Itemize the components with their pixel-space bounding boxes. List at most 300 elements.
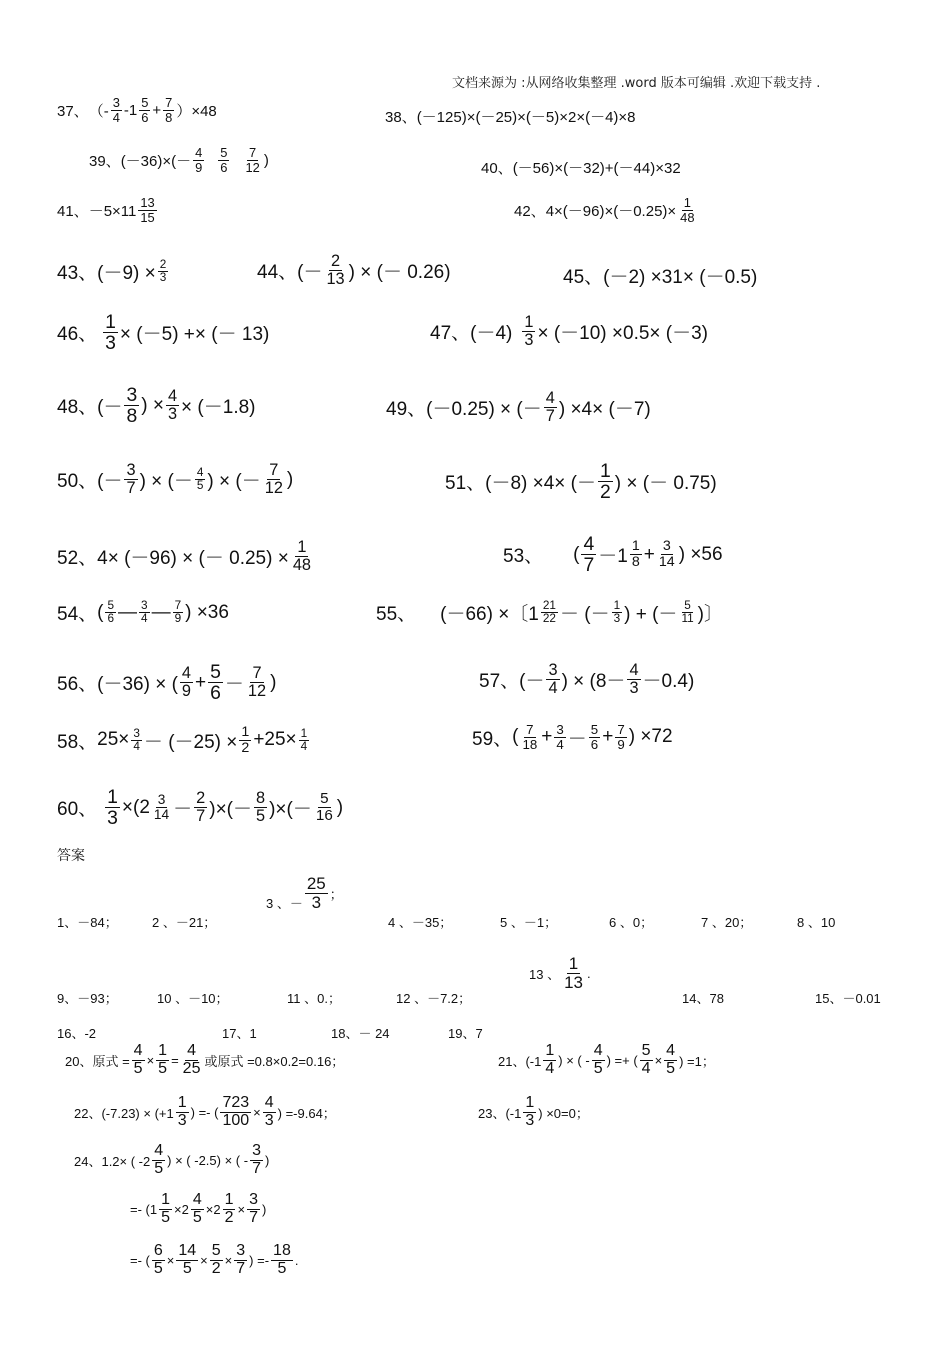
fraction-numerator: 5 [210, 661, 221, 683]
fraction-numerator: 4 [545, 389, 555, 407]
problem-number: 41、 [57, 202, 89, 220]
expr-text: × [237, 1201, 246, 1217]
fraction-numerator: 3 [133, 726, 140, 740]
answer-3 [266, 875, 343, 912]
fraction-numerator: 3 [126, 384, 138, 406]
expr-text: ) [286, 468, 294, 490]
fraction-denominator: 3 [105, 332, 116, 355]
expr-text: ) =-9.64； [277, 1105, 336, 1121]
fraction [250, 1143, 263, 1178]
fraction-numerator: 1 [613, 598, 621, 612]
fraction [299, 728, 310, 754]
fraction [223, 1192, 236, 1227]
fraction-numerator: 1 [300, 726, 308, 740]
fraction-denominator: 5 [153, 1259, 163, 1277]
fraction-denominator: 5 [666, 1059, 676, 1077]
fraction [554, 723, 565, 752]
fraction [520, 723, 539, 752]
expr-text: (－56)×(－32)+(－44)×32 [512, 160, 681, 177]
fraction-numerator: 4 [195, 145, 203, 160]
problem-number: 57、 [479, 671, 520, 693]
answer-9: 9、－93； [57, 991, 118, 1006]
expr-text: － [567, 728, 587, 750]
fraction-denominator: 4 [141, 612, 148, 625]
expr-text: (－ [97, 471, 123, 493]
problem-number: 48、 [57, 397, 98, 419]
fraction [640, 1043, 653, 1078]
fraction-numerator: 3 [236, 1242, 246, 1259]
problem-41 [57, 196, 159, 224]
expr-text: . [294, 1252, 299, 1268]
problem-46 [57, 312, 269, 354]
fraction [612, 600, 623, 626]
fraction [522, 314, 535, 349]
problem-number: 39、 [89, 152, 121, 170]
answer-21 [498, 1043, 715, 1078]
fraction-denominator: 4 [300, 739, 308, 753]
fraction-denominator: 9 [174, 612, 182, 625]
expr-text: ) × (－ 0.26) [348, 262, 451, 284]
fraction [589, 723, 600, 752]
fraction-numerator: 2 [331, 252, 341, 270]
fraction-numerator: 5 [684, 598, 691, 612]
fraction [152, 793, 171, 823]
fraction-numerator: 4 [187, 1042, 197, 1059]
fraction [239, 725, 251, 756]
problem-59 [472, 723, 673, 752]
fraction [291, 539, 313, 574]
answer-10: 10 、－10； [157, 991, 229, 1006]
problem-37 [57, 96, 217, 124]
problem-42 [514, 196, 699, 224]
fraction-numerator: 1 [158, 1042, 168, 1059]
fraction-numerator: 1 [161, 1191, 170, 1208]
problem-39 [89, 146, 269, 174]
problem-number: 49、 [386, 399, 427, 421]
answer-1: 1、－84； [57, 915, 118, 930]
fraction [627, 662, 640, 697]
fraction-denominator: 2 [224, 1208, 234, 1226]
fraction-numerator: 1 [241, 724, 250, 740]
fraction-denominator: 2 [600, 481, 611, 504]
expr-text: ) [264, 1152, 270, 1168]
fraction-denominator: 7 [236, 1259, 246, 1277]
fraction-denominator: 48 [292, 556, 311, 575]
fraction-denominator: 12 [264, 479, 283, 498]
problem-58 [57, 725, 311, 756]
fraction [173, 600, 184, 626]
answer-11: 11 、0.； [287, 991, 341, 1006]
problem-number: 52、 [57, 548, 98, 570]
fraction [247, 1192, 260, 1227]
fraction-denominator: 5 [161, 1208, 170, 1226]
problem-number: 53、 [503, 546, 544, 568]
fraction-numerator: 3 [249, 1191, 258, 1208]
fraction [246, 665, 268, 700]
fraction [543, 1043, 556, 1078]
fraction-denominator: 4 [133, 739, 140, 753]
fraction-denominator: 2 [241, 739, 250, 756]
fraction-denominator: 3 [177, 1111, 187, 1129]
fraction-denominator: 25 [182, 1059, 201, 1077]
expr-text: × [200, 1252, 208, 1268]
fraction-denominator: 7 [545, 407, 555, 426]
fraction-denominator: 9 [195, 159, 203, 175]
fraction-numerator: 2 [196, 789, 206, 808]
fraction-numerator: 5 [107, 598, 115, 612]
fraction [152, 1243, 165, 1278]
fraction [546, 662, 559, 697]
problem-number: 60、 [57, 799, 98, 821]
fraction-denominator: 3 [311, 892, 322, 912]
fraction [657, 539, 677, 570]
fraction-numerator: 4 [583, 533, 595, 555]
problem-51 [445, 461, 717, 503]
fraction [180, 665, 193, 700]
problem-number: 45、 [563, 267, 604, 288]
fraction [678, 196, 696, 224]
problem-40 [481, 157, 681, 178]
problem-number: 46、 [57, 324, 98, 346]
fraction-denominator: 5 [154, 1159, 164, 1177]
expr-text: ) [270, 671, 277, 693]
fraction [541, 600, 558, 626]
fraction-numerator: 18 [273, 1242, 291, 1259]
fraction-numerator: 7 [249, 145, 257, 160]
problem-number: 51、 [445, 473, 486, 495]
answer-24-step-2 [130, 1192, 266, 1227]
expr-text: — [151, 601, 171, 623]
fraction [124, 385, 139, 427]
fraction [111, 96, 122, 124]
fraction [544, 390, 557, 425]
fraction-denominator: 8 [631, 554, 640, 571]
fraction-numerator: 3 [252, 1142, 261, 1159]
expr-text: × [253, 1104, 261, 1120]
problem-number: 56、 [57, 674, 98, 696]
fraction-numerator: 7 [617, 722, 625, 737]
fraction [263, 1095, 276, 1130]
answer-6: 6 、0； [609, 915, 654, 930]
fraction-numerator: 5 [590, 722, 599, 737]
fraction-numerator: 14 [178, 1242, 197, 1259]
fraction-numerator: 4 [181, 664, 192, 683]
fraction-denominator: 48 [680, 209, 695, 225]
problem-47 [430, 314, 708, 349]
expr-text: (－2) ×31× (－0.5) [603, 267, 758, 288]
fraction-numerator: 3 [556, 722, 564, 737]
expr-text: ； [329, 886, 343, 902]
problem-number: 54、 [57, 604, 98, 625]
expr-text: + [195, 671, 207, 693]
expr-text: － (－25) × [143, 731, 238, 753]
fraction [324, 253, 346, 288]
expr-text: (－9) × [97, 263, 156, 284]
problem-50 [57, 462, 293, 497]
expr-text: 4×(－96)×(－0.25)× [545, 202, 677, 220]
expr-text: (－125)×(－25)×(－5)×2×(－4)×8 [416, 109, 636, 126]
fraction-numerator: 2 [159, 257, 167, 271]
fraction-denominator: 4 [545, 1059, 555, 1077]
expr-text: (－4) [470, 323, 513, 345]
expr-text: ) × ( - [558, 1052, 590, 1068]
fraction [581, 534, 596, 576]
fraction-denominator: 8 [126, 405, 138, 428]
expr-text: (－36)×(－ [120, 152, 192, 170]
fraction-numerator: 4 [154, 1142, 164, 1159]
expr-text: ) ×56 [678, 543, 723, 565]
fraction-denominator: 5 [196, 479, 204, 493]
fraction [181, 1043, 203, 1078]
fraction [139, 600, 150, 626]
fraction-denominator: 7 [196, 807, 206, 826]
expr-text: 3 、－ [266, 895, 303, 911]
fraction [138, 196, 156, 224]
fraction [191, 1192, 204, 1227]
fraction-denominator: 3 [167, 405, 178, 424]
fraction-denominator: 7 [583, 554, 595, 577]
fraction-denominator: 6 [107, 612, 115, 625]
expr-text: (－ [297, 262, 323, 284]
fraction [234, 1243, 247, 1278]
fraction-numerator: 3 [662, 538, 671, 555]
fraction-denominator: 9 [181, 682, 192, 701]
fraction-denominator: 6 [141, 109, 149, 125]
fraction-denominator: 4 [548, 679, 558, 698]
fraction-numerator: 1 [524, 313, 534, 331]
expr-text: 20、原式 = [65, 1053, 130, 1069]
expr-text: ) × ( -2.5) × ( - [167, 1152, 249, 1168]
fraction-denominator: 13 [326, 270, 345, 289]
answer-16: 16、-2 [57, 1026, 97, 1041]
answer-22 [74, 1095, 336, 1130]
fraction-numerator: 4 [196, 465, 204, 479]
expr-text: ) × (－ [139, 471, 193, 493]
problem-56 [57, 662, 276, 704]
fraction [208, 662, 223, 704]
answer-20 [65, 1043, 344, 1078]
answer-2: 2 、－21； [152, 915, 217, 930]
expr-text: (－66) ×〔1 [440, 604, 539, 625]
fraction [156, 1043, 169, 1078]
expr-text: ) + (－ [624, 604, 678, 625]
expr-text: — [118, 601, 138, 623]
fraction-numerator: 13 [140, 195, 155, 210]
problem-57 [479, 662, 694, 697]
fraction-numerator: 7 [165, 95, 173, 110]
fraction-numerator: 7 [174, 598, 182, 612]
fraction-denominator: 4 [556, 736, 564, 752]
fraction-denominator: 7 [126, 479, 136, 498]
problem-48 [57, 385, 256, 427]
expr-text: (－ [519, 671, 545, 693]
problem-number: 42、 [514, 202, 546, 220]
expr-text: －0.4) [642, 671, 695, 693]
fraction [132, 1043, 145, 1078]
fraction-numerator: 1 [105, 311, 116, 333]
fraction [103, 312, 118, 354]
expr-text: + [541, 726, 553, 748]
fraction [124, 462, 137, 497]
fraction-denominator: 7 [252, 1159, 261, 1177]
fraction [263, 462, 285, 497]
problem-number: 58、 [57, 731, 98, 753]
problem-43 [57, 258, 170, 285]
expr-text: ) × (－ [207, 471, 261, 493]
fraction-denominator: 13 [564, 972, 583, 992]
expr-text: ) [261, 1201, 267, 1217]
expr-text: ) =1； [679, 1053, 715, 1069]
fraction-denominator: 4 [112, 109, 120, 125]
answer-12: 12 、－7.2； [396, 991, 472, 1006]
fraction-numerator: 3 [112, 95, 120, 110]
fraction-numerator: 1 [683, 195, 691, 210]
fraction-denominator: 22 [542, 612, 556, 625]
fraction-numerator: 4 [192, 1191, 202, 1208]
fraction [193, 146, 204, 174]
expr-text: ) ×4× (－7) [558, 399, 651, 421]
expr-text: + [602, 726, 614, 748]
expr-text: + [643, 543, 655, 565]
expr-text: ×(2 [121, 796, 150, 818]
expr-text: 24、1.2× ( -2 [74, 1153, 151, 1169]
fraction [210, 1243, 223, 1278]
fraction-denominator: 5 [593, 1059, 603, 1077]
answer-23 [478, 1095, 589, 1130]
fraction-numerator: 4 [264, 1094, 274, 1111]
fraction-denominator: 100 [222, 1111, 250, 1129]
expr-text: -1 [123, 101, 138, 119]
expr-text: × [146, 1052, 155, 1068]
fraction-denominator: 5 [133, 1059, 143, 1077]
expr-text: ( [512, 726, 519, 748]
fraction-denominator: 5 [256, 807, 266, 826]
fraction [592, 1043, 605, 1078]
header-note: 文档来源为 :从网络收集整理 .word 版本可编辑 .欢迎下载支持 . [452, 76, 821, 91]
fraction-numerator: 5 [641, 1042, 651, 1059]
problem-52 [57, 539, 315, 574]
fraction-numerator: 4 [167, 387, 178, 406]
fraction-numerator: 1 [545, 1042, 555, 1059]
fraction [664, 1043, 677, 1078]
fraction-denominator: 4 [641, 1059, 651, 1077]
expr-text: 13 、 [529, 966, 561, 982]
fraction [158, 259, 169, 285]
problem-53 [503, 534, 723, 576]
answer-15: 15、－0.01 [815, 991, 881, 1006]
expr-text: =- ( [130, 1252, 150, 1268]
problem-55 [376, 599, 723, 626]
expr-text: 22、(-7.23) × (+1 [74, 1105, 174, 1121]
fraction-numerator: 7 [269, 461, 279, 479]
fraction-denominator: 3 [629, 679, 639, 698]
fraction-numerator: 8 [256, 789, 266, 808]
fraction-numerator: 3 [548, 661, 558, 679]
fraction [243, 146, 261, 174]
expr-text: ) ×36 [185, 601, 229, 623]
expr-text: ) ×0=0； [538, 1105, 589, 1121]
problem-number: 55、 [376, 604, 417, 625]
fraction-denominator: 6 [220, 159, 228, 175]
problem-54 [57, 599, 229, 626]
fraction-numerator: 1 [177, 1094, 187, 1111]
fraction-denominator: 3 [159, 271, 167, 284]
answer-8: 8 、10 [797, 915, 836, 930]
fraction-denominator: 16 [315, 807, 333, 825]
problem-38 [385, 106, 636, 127]
fraction [176, 1243, 198, 1278]
answer-13 [529, 955, 591, 992]
expr-text: × (－1.8) [181, 397, 256, 419]
expr-text: = [171, 1052, 179, 1068]
fraction-denominator: 6 [210, 682, 221, 705]
fraction [176, 1095, 189, 1130]
expr-text: （- [88, 102, 109, 120]
fraction-denominator: 3 [524, 331, 534, 350]
answer-7: 7 、20； [701, 915, 753, 930]
problem-45 [563, 262, 757, 289]
expr-text: ) ×72 [628, 726, 673, 748]
expr-text: － [224, 674, 244, 696]
fraction-numerator: 4 [666, 1042, 676, 1059]
fraction [598, 461, 613, 503]
fraction-numerator: 5 [320, 790, 329, 808]
answer-24 [74, 1143, 269, 1178]
expr-text: 23、(-1 [478, 1105, 522, 1121]
fraction-denominator: 3 [107, 807, 118, 830]
expr-text: × [166, 1252, 175, 1268]
fraction [166, 388, 179, 423]
fraction [131, 728, 142, 754]
expr-text: ) × (－ 0.75) [614, 473, 717, 495]
fraction-numerator: 1 [600, 460, 611, 482]
fraction [163, 96, 174, 124]
answer-4: 4 、－35； [388, 915, 453, 930]
answer-5: 5 、－1； [500, 915, 558, 930]
fraction [254, 790, 267, 825]
expr-text: (－36) × ( [97, 674, 178, 696]
fraction [679, 600, 695, 626]
fraction [105, 787, 120, 829]
fraction-denominator: 12 [247, 682, 267, 701]
fraction-denominator: 6 [590, 736, 599, 752]
fraction [314, 791, 335, 824]
fraction-denominator: 2 [211, 1259, 221, 1277]
expr-text: －1 [598, 546, 628, 568]
fraction-denominator: 12 [245, 159, 260, 175]
fraction-denominator: 5 [158, 1059, 168, 1077]
fraction-numerator: 3 [157, 791, 166, 807]
fraction-numerator: 1 [525, 1094, 535, 1111]
problem-number: 47、 [430, 323, 471, 345]
fraction-denominator: 14 [658, 554, 675, 571]
problem-44 [257, 253, 451, 288]
problem-60 [57, 787, 343, 829]
fraction-numerator: 5 [211, 1242, 221, 1259]
expr-text: )×(－ [209, 799, 253, 821]
fraction-numerator: 4 [593, 1042, 603, 1059]
fraction [615, 723, 626, 752]
expr-text: ) =+ ( [606, 1052, 638, 1068]
expr-text: ) =- ( [190, 1104, 219, 1120]
fraction [194, 790, 207, 825]
fraction [271, 1243, 293, 1278]
fraction-denominator: 7 [249, 1208, 258, 1226]
expr-text: 25× [97, 729, 130, 751]
fraction [195, 467, 206, 493]
fraction [523, 1095, 536, 1130]
fraction-numerator: 25 [306, 874, 326, 893]
